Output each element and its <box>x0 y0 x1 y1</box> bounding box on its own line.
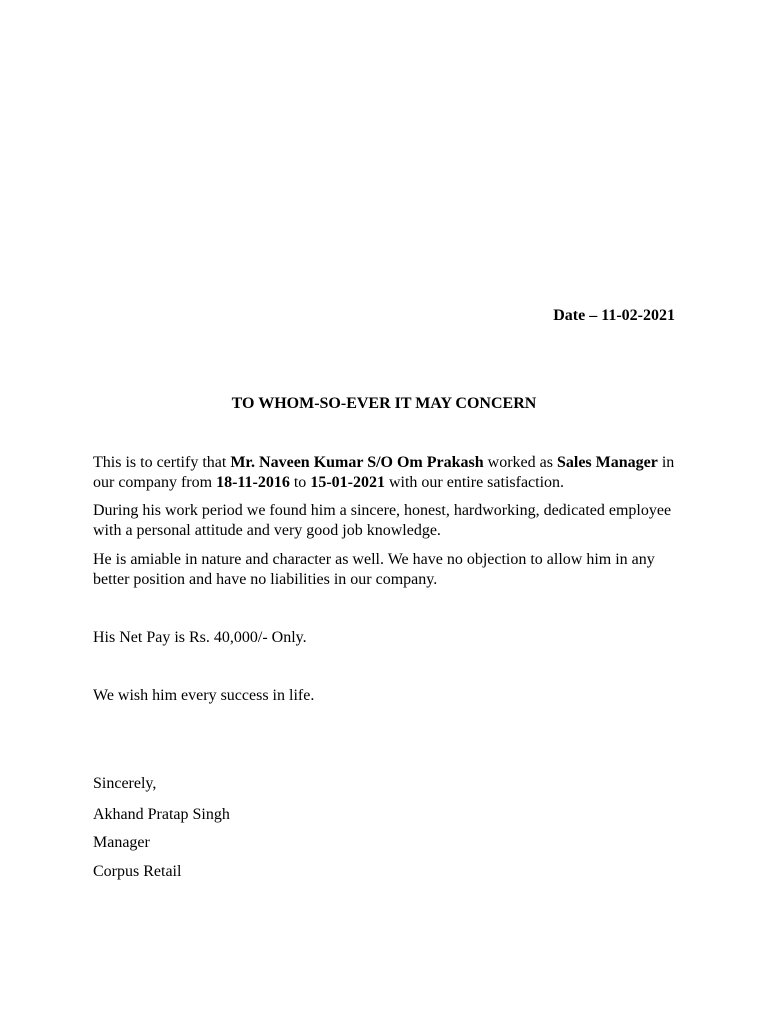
work-period-text: During his work period we found him a sincere, honest, hardworking, dedicated employee with a personal attitude and very good job knowledge. <box>93 502 672 539</box>
letter-heading: TO WHOM-SO-EVER IT MAY CONCERN <box>231 395 537 412</box>
character-paragraph <box>93 550 678 589</box>
wish-paragraph <box>93 686 678 706</box>
net-pay-paragraph <box>93 628 678 648</box>
company-name: Corpus Retail <box>93 863 182 880</box>
p1-text-1: This is to certify that <box>93 454 231 471</box>
p1-text-4: to <box>289 473 311 491</box>
wish-text: We wish him every success in life. <box>93 687 315 704</box>
p1-text-5: with our entire satisfaction. <box>384 473 565 491</box>
letter-date: Date – 11-02-2021 <box>553 307 675 324</box>
net-pay-text: His Net Pay is Rs. 40,000/- Only. <box>93 629 307 646</box>
signatory-name: Akhand Pratap Singh <box>93 806 230 823</box>
end-date: 15-01-2021 <box>310 473 385 491</box>
certification-paragraph <box>93 453 678 492</box>
start-date: 18-11-2016 <box>216 473 290 491</box>
employee-name: Mr. Naveen Kumar S/O Om Prakash <box>230 454 484 471</box>
p1-text-3: in our company from <box>93 454 675 491</box>
character-text: He is amiable in nature and character as well. We have no objection to allow him in any better position and have no liabilities in our company. <box>93 551 655 588</box>
employee-role: Sales Manager <box>556 454 658 471</box>
signatory-title: Manager <box>93 834 150 851</box>
p1-text-2: worked as <box>483 454 557 471</box>
closing-salutation: Sincerely, <box>93 775 157 792</box>
work-period-paragraph <box>93 501 678 540</box>
